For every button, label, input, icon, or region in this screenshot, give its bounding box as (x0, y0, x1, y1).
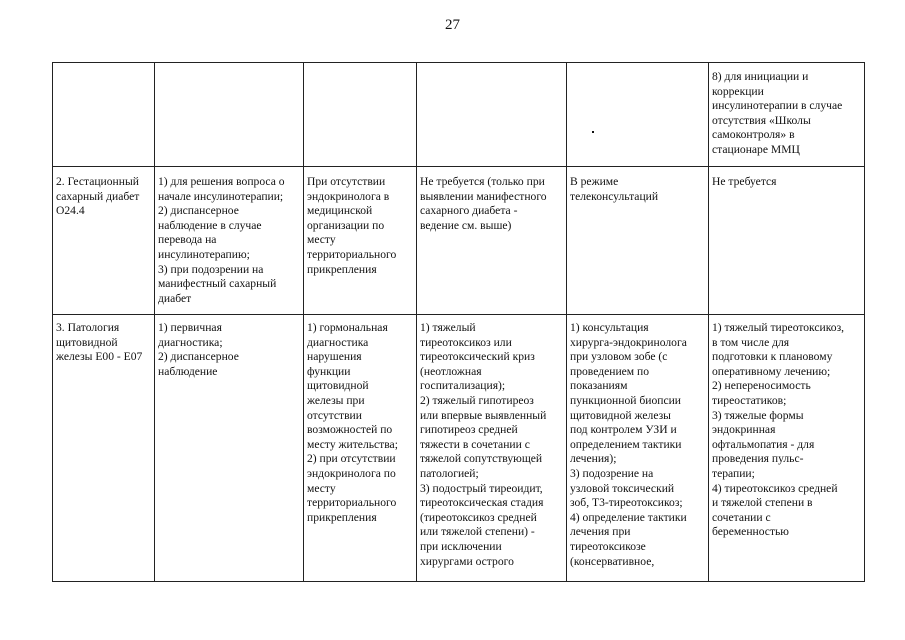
table-cell-condition (53, 167, 155, 315)
cell-text-line: нарушения (307, 350, 362, 364)
cell-text-line: 1) консультация (570, 321, 649, 334)
cell-text-line: или впервые выявленный (420, 408, 547, 422)
cell-text-line: 4) определение тактики (570, 510, 687, 524)
table-cell-indication-primary (155, 315, 304, 582)
cell-text-line: под контролем УЗИ и (570, 423, 677, 437)
cell-text-line: патологией; (420, 466, 479, 480)
table-cell-telemedicine (567, 63, 709, 167)
cell-text-line: территориального (307, 496, 397, 510)
table-cell-telemedicine (567, 315, 709, 582)
cell-text-line: инсулинотерапию; (158, 247, 250, 261)
cell-text-line: проведением по (570, 364, 650, 378)
table-cell-indication-tertiary (417, 167, 567, 315)
cell-text-line: 4) тиреотоксикоз средней (712, 481, 838, 495)
cell-text-line: железы при (307, 393, 365, 407)
cell-text-line: 1) тяжелый тиреотоксикоз, (712, 321, 845, 334)
cell-text-line: месту жительства; (307, 437, 398, 451)
cell-text-line: диагностика (307, 335, 369, 349)
cell-text-line: щитовидной (307, 379, 369, 393)
cell-text-line: проведения пульс- (712, 452, 804, 466)
cell-text-line: (неотложная (420, 364, 482, 378)
cell-text-line: щитовидной железы (570, 408, 671, 422)
cell-text-line: беременностью (712, 525, 789, 539)
table-cell-indication-tertiary (417, 63, 567, 167)
cell-text-line: инсулинотерапии в случае (712, 99, 843, 113)
cell-text-line: терапии; (712, 466, 755, 480)
cell-text-line: 2) диспансерное (158, 204, 239, 218)
cell-text-line: Не требуется (712, 175, 777, 188)
cell-text-line: оперативному лечению; (712, 364, 831, 378)
cell-text-line: (тиреотоксикоз средней (420, 510, 537, 524)
cell-text-line: (консервативное, (570, 554, 655, 568)
table-cell-indication-tertiary (417, 315, 567, 582)
cell-text-line: месту (307, 233, 336, 247)
table-cell-condition (53, 315, 155, 582)
cell-text-line: При отсутствии (307, 175, 386, 188)
cell-text-line: тиреостатиков; (712, 393, 787, 407)
cell-text-line: 8) для инициации и (712, 70, 809, 83)
cell-text-line: выявлении манифестного (420, 189, 547, 203)
cell-text-line: начале инсулинотерапии; (158, 189, 284, 203)
cell-text-line: месту (307, 481, 336, 495)
cell-text-line: эндокринолога в (307, 189, 390, 203)
cell-text-line: железы Е00 - Е07 (56, 350, 143, 364)
cell-text-line: функции (307, 364, 351, 378)
cell-text-line: диагностика; (158, 335, 223, 349)
page-number: 27 (445, 17, 460, 33)
cell-text-line: тиреотоксикозе (570, 539, 646, 553)
table-cell-indication-primary (155, 63, 304, 167)
table-cell-hospital (709, 167, 865, 315)
cell-text-line: хирурга-эндокринолога (570, 335, 687, 349)
cell-text-line: тиреотоксический криз (420, 350, 535, 364)
cell-text-line: или тяжелой степени) - (420, 525, 535, 539)
cell-text-line: 2) при отсутствии (307, 452, 396, 466)
cell-text-line: при узловом зобе (с (570, 350, 668, 364)
cell-text-line: 1) гормональная (307, 321, 388, 334)
cell-text-line: зоб, Т3-тиреотоксикоз; (570, 496, 683, 510)
cell-text-line: лечения); (570, 452, 617, 466)
cell-text-line: сочетании с (712, 510, 771, 524)
cell-text-line: в том числе для (712, 335, 790, 349)
cell-text-line: ведение см. выше) (420, 218, 512, 232)
referral-criteria-table (52, 62, 865, 582)
cell-text-line: 3) подозрение на (570, 466, 654, 480)
cell-text-line: манифестный сахарный (158, 277, 277, 291)
cell-text-line: 2. Гестационный (56, 175, 139, 188)
cell-text-line: О24.4 (56, 204, 85, 218)
cell-text-line: 1) первичная (158, 321, 222, 334)
cell-text-line: 2) тяжелый гипотиреоз (420, 393, 534, 407)
table-row (53, 315, 865, 582)
cell-text-line: телеконсультаций (570, 189, 659, 203)
cell-text-line: 1) тяжелый (420, 321, 476, 334)
cell-text-line: тиреотоксикоз или (420, 335, 512, 349)
cell-text-line: территориального (307, 247, 397, 261)
table-cell-indication-secondary (304, 167, 417, 315)
cell-text-line: 3. Патология (56, 321, 120, 334)
cell-text-line: лечения при (570, 525, 631, 539)
table-cell-hospital (709, 315, 865, 582)
cell-text-line: перевода на (158, 233, 217, 247)
cell-text-line: 3) тяжелые формы (712, 408, 804, 422)
cell-text-line: самоконтроля» в (712, 128, 795, 142)
stray-mark (592, 131, 594, 133)
cell-text-line: сахарный диабет (56, 189, 140, 203)
table-cell-telemedicine (567, 167, 709, 315)
cell-text-line: отсутствия «Школы (712, 113, 811, 127)
table-cell-indication-secondary (304, 63, 417, 167)
cell-text-line: и тяжелой степени в (712, 496, 813, 510)
cell-text-line: при исключении (420, 539, 502, 553)
cell-text-line: 3) подострый тиреоидит, (420, 481, 543, 495)
cell-text-line: наблюдение в случае (158, 218, 262, 232)
cell-text-line: прикрепления (307, 510, 377, 524)
cell-text-line: прикрепления (307, 262, 377, 276)
cell-text-line: щитовидной (56, 335, 118, 349)
cell-text-line: эндокринолога по (307, 466, 396, 480)
cell-text-line: 3) при подозрении на (158, 262, 264, 276)
cell-text-line: наблюдение (158, 364, 218, 378)
cell-text-line: В режиме (570, 175, 619, 188)
cell-text-line: госпитализация); (420, 379, 506, 393)
cell-text-line: тиреотоксическая стадия (420, 496, 544, 510)
table-cell-condition (53, 63, 155, 167)
cell-text-line: пункционной биопсии (570, 393, 682, 407)
cell-text-line: коррекции (712, 84, 764, 98)
cell-text-line: стационаре ММЦ (712, 142, 800, 156)
cell-text-line: тяжести в сочетании с (420, 437, 530, 451)
cell-text-line: сахарного диабета - (420, 204, 518, 218)
cell-text-line: диабет (158, 291, 192, 305)
cell-text-line: узловой токсический (570, 481, 675, 495)
cell-text-line: отсутствии (307, 408, 362, 422)
cell-text-line: возможностей по (307, 423, 393, 437)
cell-text-line: 2) непереносимость (712, 379, 811, 393)
cell-text-line: 2) диспансерное (158, 350, 239, 364)
table-cell-indication-secondary (304, 315, 417, 582)
cell-text-line: 1) для решения вопроса о (158, 175, 285, 188)
cell-text-line: эндокринная (712, 423, 776, 437)
table-row (53, 63, 865, 167)
table-cell-hospital (709, 63, 865, 167)
cell-text-line: Не требуется (только при (420, 175, 545, 188)
cell-text-line: хирургами острого (420, 554, 514, 568)
table-row (53, 167, 865, 315)
cell-text-line: офтальмопатия - для (712, 437, 815, 451)
cell-text-line: гипотиреоз средней (420, 423, 518, 437)
cell-text-line: медицинской (307, 204, 373, 218)
table-cell-indication-primary (155, 167, 304, 315)
cell-text-line: тяжелой сопутствующей (420, 452, 543, 466)
cell-text-line: определением тактики (570, 437, 682, 451)
cell-text-line: организации по (307, 218, 385, 232)
cell-text-line: подготовки к плановому (712, 350, 833, 364)
cell-text-line: показаниям (570, 379, 628, 393)
